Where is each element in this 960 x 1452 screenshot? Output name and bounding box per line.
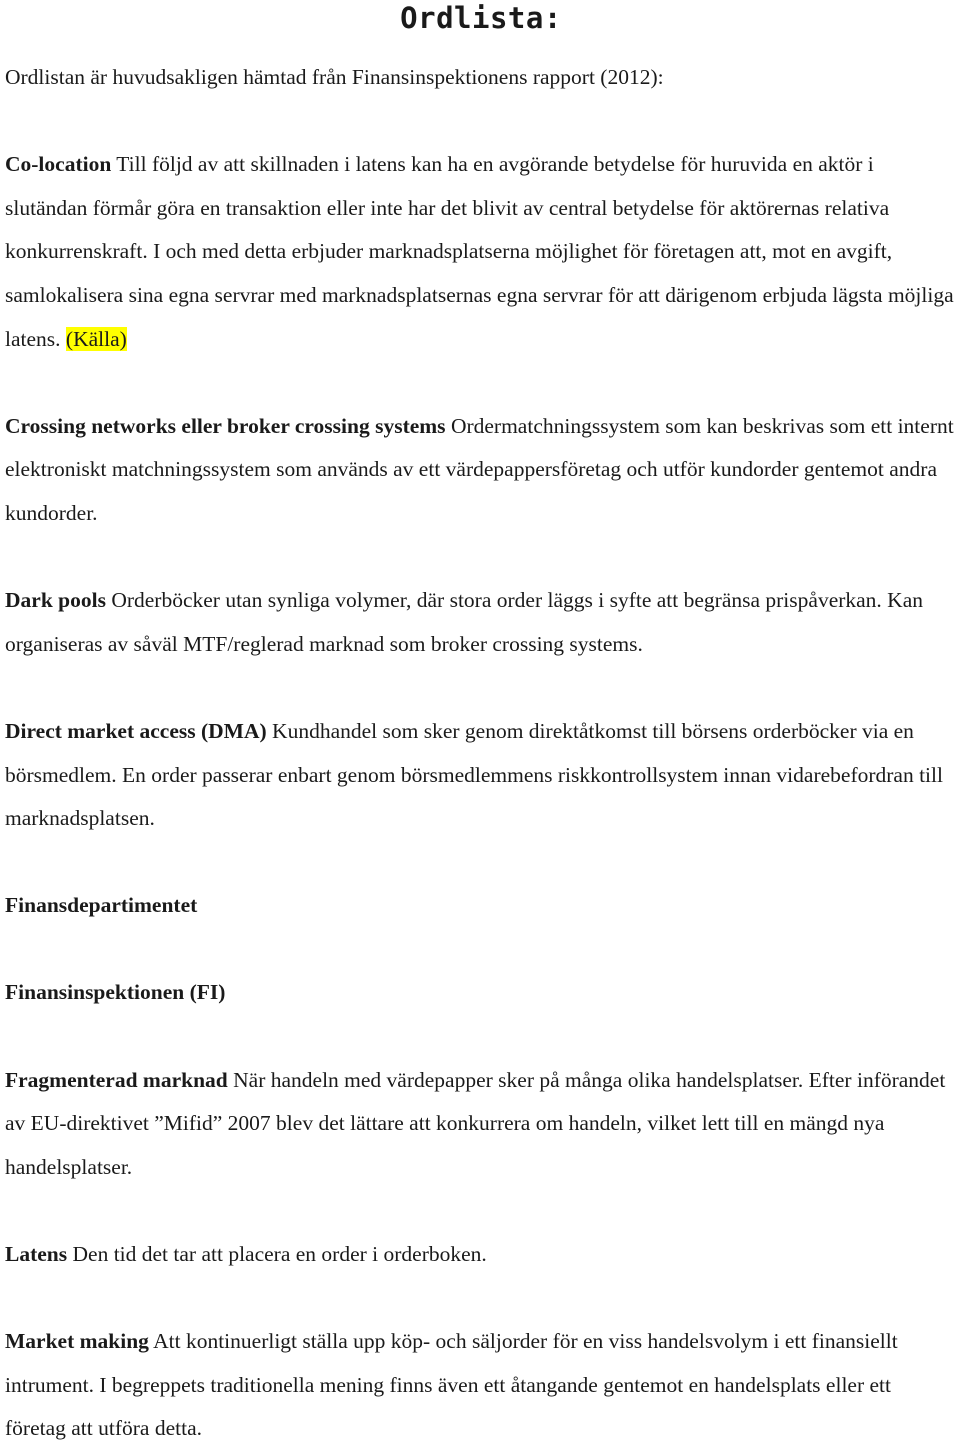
glossary-definition: Till följd av att skillnaden i latens kan ha en avgörande betydelse för huruvida en aktör i slutändan förmår göra en transaktion eller inte har det blivit av central betydelse för aktörernas relativa konkurrenskraft. I och med detta erbjuder marknadsplatserna möjlighet för företagen att, mot en avgift, samlokalisera sina egna servrar med marknadsplatsernas egna servrar för att därigenom erbjuda lägsta möjliga latens. [5, 152, 954, 351]
glossary-entry-dark-pools [5, 579, 957, 666]
spacer [5, 1189, 957, 1233]
spacer [5, 361, 957, 405]
spacer [5, 1015, 957, 1059]
glossary-term: Direct market access (DMA) [5, 718, 267, 743]
intro-paragraph: Ordlistan är huvudsakligen hämtad från Finansinspektionens rapport (2012): [5, 65, 664, 89]
glossary-entry-finansinspektionen [5, 971, 957, 1015]
document-page [5, 0, 957, 1451]
spacer [5, 536, 957, 580]
glossary-term: Crossing networks eller broker crossing systems [5, 413, 446, 438]
page-title: Ordlista: [400, 1, 562, 35]
glossary-entry-crossing-networks [5, 405, 957, 536]
glossary-term: Dark pools [5, 588, 106, 613]
glossary-term: Fragmenterad marknad [5, 1067, 228, 1092]
glossary-entry-dma [5, 710, 957, 841]
glossary-definition: Kundhandel som sker genom direktåtkomst till börsens orderböcker via en börsmedlem. En order passerar enbart genom börsmedlemmens riskkontrollsystem innan vidarebefordran till marknadsplatsen. [5, 718, 943, 831]
spacer [5, 928, 957, 972]
spacer [5, 1277, 957, 1321]
glossary-term: Finansinspektionen (FI) [5, 980, 226, 1005]
glossary-term: Latens [5, 1242, 68, 1267]
glossary-term: Finansdepartimentet [5, 893, 198, 918]
glossary-entry-co-location [5, 143, 957, 361]
glossary-definition: Den tid det tar att placera en order i orderboken. [67, 1242, 487, 1267]
glossary-entry-latens [5, 1233, 957, 1277]
source-link[interactable]: (Källa) [65, 326, 127, 351]
glossary-definition: Att kontinuerligt ställa upp köp- och säljorder för en viss handelsvolym i ett finansiellt intrument. I begreppets traditionella mening finns även ett åtangande gentemot en handelsplats eller ett företag att utföra detta. [5, 1329, 898, 1441]
glossary-term: Co-location [5, 152, 112, 177]
glossary-definition: Ordermatchningssystem som kan beskrivas som ett internt elektroniskt matchningssystem som används av ett värdepappersföretag och utför kundorder gentemot andra kundorder. [5, 413, 954, 525]
glossary-definition: Orderböcker utan synliga volymer, där stora order läggs i syfte att begränsa prispåverkan. Kan organiseras av såväl MTF/reglerad marknad som broker crossing systems. [5, 588, 924, 656]
glossary-definition: När handeln med värdepapper sker på många olika handelsplatser. Efter införandet av EU-direktivet ”Mifid” 2007 blev det lättare att konkurrera om handeln, vilket lett till en mängd nya handelsplatser. [5, 1067, 946, 1179]
glossary-entry-fragmenterad-marknad [5, 1059, 957, 1190]
spacer [5, 841, 957, 885]
spacer [5, 666, 957, 710]
glossary-entry-finansdepartimentet [5, 884, 957, 928]
glossary-term: Market making [5, 1329, 149, 1354]
spacer [5, 100, 957, 144]
glossary-entry-market-making [5, 1320, 957, 1451]
